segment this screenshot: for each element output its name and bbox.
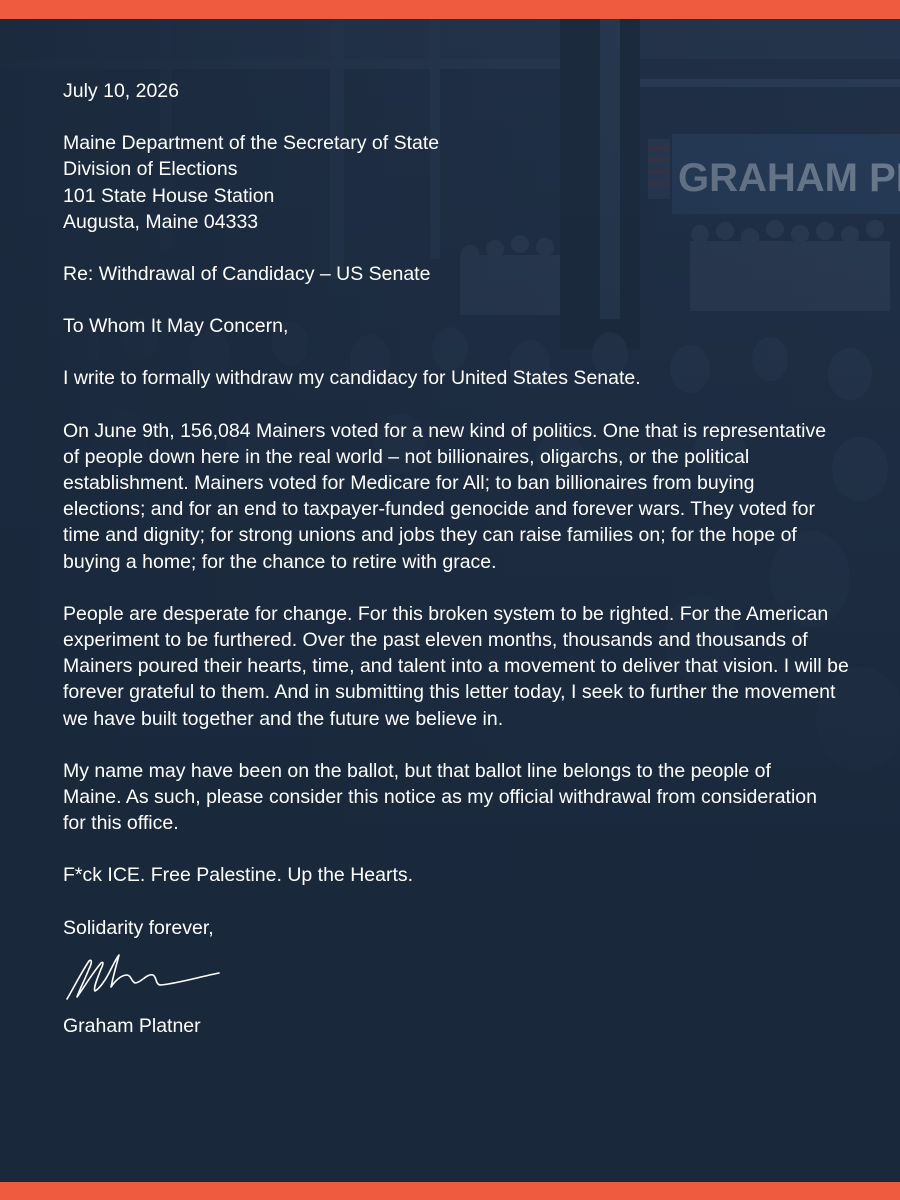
signer-name: Graham Platner <box>63 1014 201 1037</box>
address-line: Maine Department of the Secretary of State <box>63 132 440 155</box>
recipient-address <box>63 130 853 235</box>
address-line: Division of Elections <box>63 158 238 181</box>
top-accent-bar <box>0 0 900 19</box>
body-paragraph: On June 9th, 156,084 Mainers voted for a new kind of politics. One that is representative of people down here in the real world – not billionaires, oligarchs, or the political establishment. Mainers voted for Medicare for All; to ban billionaires from buying elections; and for an end to taxpayer-funded genocide and forever wars. They voted for time and dignity; for strong unions and jobs they can raise families on; for the hope of buying a home; for the chance to retire with grace. <box>63 419 827 573</box>
address-line: Augusta, Maine 04333 <box>63 210 259 233</box>
body-paragraph: My name may have been on the ballot, but that ballot line belongs to the people of Maine. As such, please consider this notice as my official withdrawal from consideration for this office. <box>63 759 817 835</box>
bottom-accent-bar <box>0 1182 900 1200</box>
body-paragraph: F*ck ICE. Free Palestine. Up the Hearts. <box>63 864 414 887</box>
salutation: To Whom It May Concern, <box>63 315 289 338</box>
body-paragraph: I write to formally withdraw my candidacy for United States Senate. <box>63 367 641 390</box>
closing: Solidarity forever, <box>63 916 214 939</box>
subject-line: Re: Withdrawal of Candidacy – US Senate <box>63 263 431 286</box>
withdrawal-letter <box>63 78 853 1039</box>
letter-date: July 10, 2026 <box>63 80 180 102</box>
handwritten-signature <box>59 949 234 1009</box>
body-paragraph: People are desperate for change. For this broken system to be righted. For the American experiment to be furthered. Over the past eleven months, thousands and thousands of Mainers poured their hearts, time, and talent into a movement to deliver that vision. I will be forever grateful to them. And in submitting this letter today, I seek to further the movement we have built together and the future we believe in. <box>63 602 849 730</box>
address-line: 101 State House Station <box>63 184 275 207</box>
